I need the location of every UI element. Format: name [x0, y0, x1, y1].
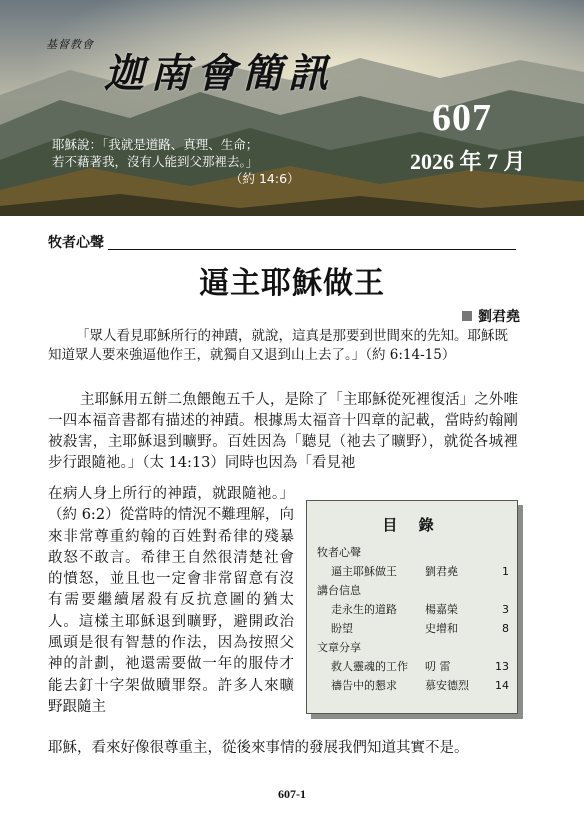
- table-of-contents: [306, 500, 518, 714]
- toc-category: 講台信息: [317, 584, 361, 597]
- author-name: 劉君堯: [478, 309, 520, 325]
- paragraph-2: 在病人身上所行的神蹟，就跟隨祂。」（約 6:2）從當時的情況不難理解，向來非常尊重約翰的百姓對希律的殘暴敢怒不敢言。希律王自然很清楚社會的憤怒，並且也一定會非常留意有沒有需要繼續屠殺有反抗意圖的猶太人。這樣主耶穌退到曠野，避開政治風頭是很有智慧的作法，因為按照父神的計劃，祂還需要做一年的服侍才能去釘十字架做贖罪祭。許多人來曠野跟隨主: [48, 486, 294, 715]
- toc-entry-page: 1: [502, 565, 509, 578]
- toc-entry[interactable]: [317, 562, 509, 581]
- masthead-title: 迦南會簡訊: [104, 50, 334, 97]
- cover-verse: [52, 136, 352, 187]
- toc-category: 文章分享: [317, 641, 361, 654]
- toc-entry-page: 3: [502, 603, 509, 616]
- toc-entry-title: 救人靈魂的工作: [331, 660, 408, 673]
- verse-reference: （約 14:6）: [230, 171, 300, 186]
- cover-banner: [0, 0, 584, 216]
- toc-entry-author: 楊嘉榮: [425, 603, 458, 616]
- org-name: 基督教會: [46, 38, 94, 51]
- toc-entry-author: 叨 雷: [425, 660, 451, 673]
- page-number: 607-1: [278, 787, 306, 801]
- toc-entry[interactable]: [317, 676, 509, 695]
- toc-entry[interactable]: [317, 657, 509, 676]
- toc-entry[interactable]: [317, 600, 509, 619]
- verse-line-1: 耶穌說：「我就是道路、真理、生命；: [52, 137, 259, 152]
- paragraph-3: 耶穌，看來好像很尊重主，從後來事情的發展我們知道其實不是。: [48, 740, 469, 756]
- toc-entry-author: 慕安德烈: [425, 679, 469, 692]
- issue-date: 2026 年 7 月: [410, 149, 526, 174]
- toc-entry-title: 禱告中的懇求: [331, 679, 397, 692]
- toc-category: 牧者心聲: [317, 546, 361, 559]
- toc-title: 目 錄: [382, 516, 442, 534]
- verse-line-2: 若不藉著我，沒有人能到父那裡去。」: [52, 154, 259, 169]
- paragraph-1: 主耶穌用五餅二魚餵飽五千人，是除了「主耶穌從死裡復活」之外唯一四本福音書都有描述的神蹟。根據馬太福音十四章的記載，當時約翰剛被殺害，主耶穌退到曠野。百姓因為「聽見（祂去了曠野），就從各城裡步行跟隨祂。」（太 14:13）同時也因為「看見祂: [48, 392, 518, 471]
- issue-number: 607: [432, 97, 492, 139]
- opening-quote: 「眾人看見耶穌所行的神蹟，就說，這真是那要到世間來的先知。耶穌既知道眾人要來強逼他作王，就獨自又退到山上去了。」（約 6:14-15）: [48, 328, 508, 363]
- toc-entry-author: 史增和: [425, 622, 458, 635]
- article-author: [462, 306, 520, 326]
- toc-entry-author: 劉君堯: [425, 565, 458, 578]
- square-bullet-icon: [462, 311, 472, 321]
- toc-entry-page: 13: [495, 660, 509, 673]
- toc-list: [307, 543, 517, 695]
- article-title: 逼主耶穌做王: [199, 266, 385, 301]
- section-heading: [48, 232, 516, 250]
- toc-entry-title: 走永生的道路: [331, 603, 397, 616]
- toc-entry-title: 逼主耶穌做王: [331, 565, 397, 578]
- toc-entry-title: 盼望: [331, 622, 353, 635]
- section-label: 牧者心聲: [48, 235, 108, 251]
- toc-entry[interactable]: [317, 619, 509, 638]
- toc-entry-page: 8: [502, 622, 509, 635]
- toc-entry-page: 14: [495, 679, 509, 692]
